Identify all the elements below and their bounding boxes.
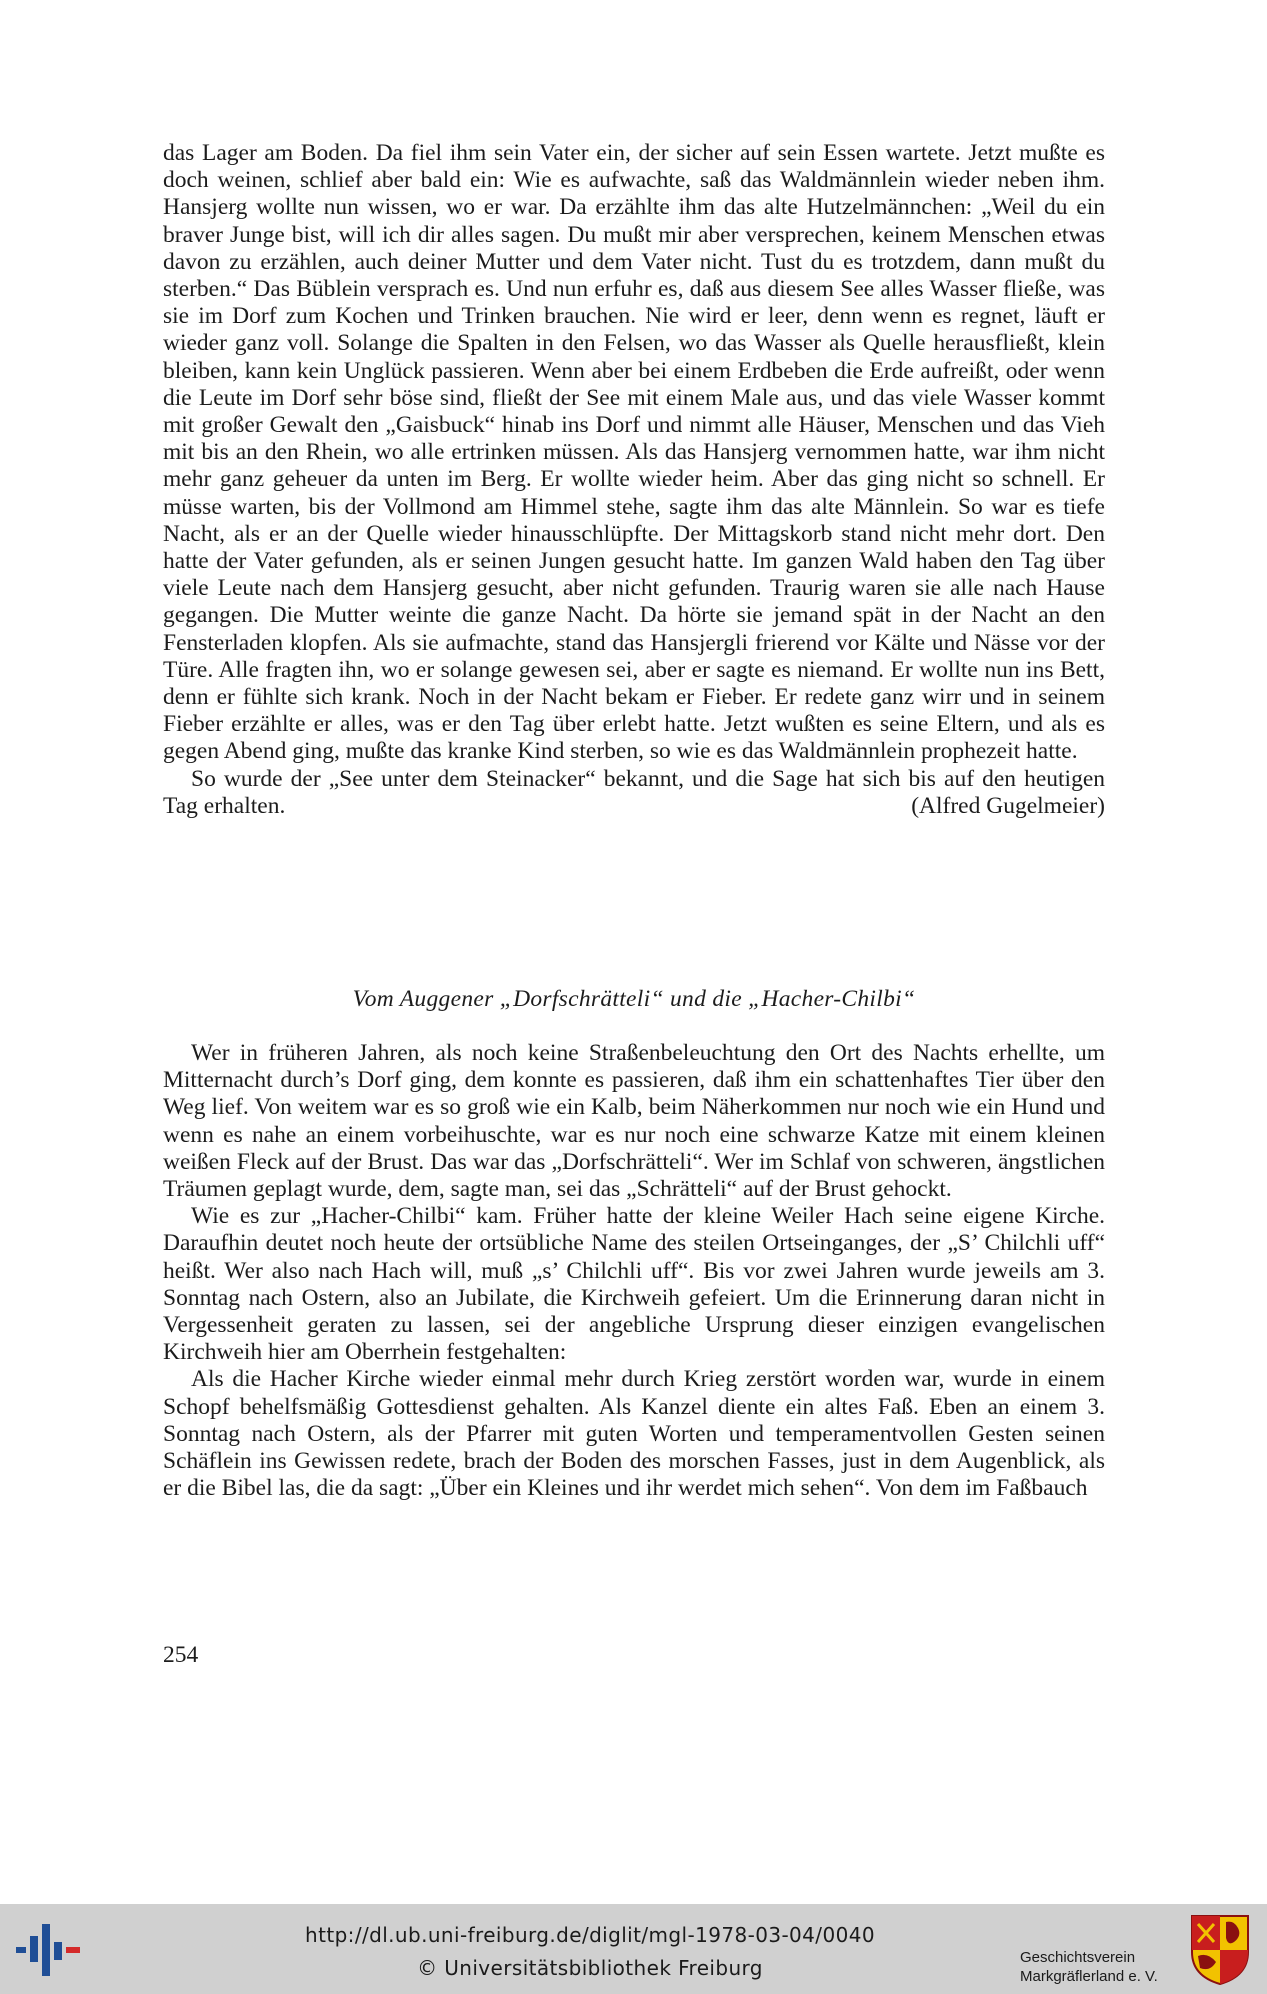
source-url-link[interactable]: http://dl.ub.uni-freiburg.de/diglit/mgl-1978-03-04/0040 (305, 1923, 875, 1947)
story-text-top (163, 140, 1105, 820)
society-name (1020, 1948, 1180, 1986)
story-text-bottom (163, 1040, 1105, 1502)
footer-bar (0, 1904, 1267, 1994)
paragraph: Wie es zur „Hacher-Chilbi“ kam. Früher hatte der kleine Weiler Hach seine eigene Kirche. Daraufhin deutet noch heute der ortsübliche Name des steilen Ortseinganges, der „S’ Chilchli uff“ heißt. Wer also nach Hach will, muß „s’ Chilchli uff“. Bis vor zwei Jahren wurde jeweils am 3. Sonntag nach Ostern, also an Jubilate, die Kirchweih gefeiert. Um die Erinnerung daran nicht in Vergessenheit geraten zu lassen, sei der angebliche Ursprung dieser einzigen evangelischen Kirchweih hier am Oberrhein festgehalten: (163, 1203, 1105, 1366)
section-heading: Vom Auggener „Dorfschrätteli“ und die „Hacher-Chilbi“ (352, 986, 916, 1012)
author-signature: (Alfred Gugelmeier) (911, 792, 1105, 819)
page-number: 254 (163, 1642, 199, 1668)
ub-freiburg-logo-icon[interactable] (14, 1914, 84, 1984)
paragraph: Als die Hacher Kirche wieder einmal mehr durch Krieg zerstört worden war, wurde in einem Schopf behelfsmäßig Gottesdienst gehalten. Als Kanzel diente ein altes Faß. Eben an einem 3. Sonntag nach Ostern, als der Pfarrer mit guten Worten und temperamentvollen Gesten seinen Schäflein ins Gewissen redete, brach der Boden des morschen Fasses, just in dem Augenblick, als er die Bibel las, die da sagt: „Über ein Kleines und ihr werdet mich sehen“. Von dem im Faßbauch (163, 1366, 1105, 1502)
closing-paragraph (163, 766, 1105, 820)
coat-of-arms-icon (1188, 1912, 1252, 1988)
copyright-text: © Universitätsbibliothek Freiburg (417, 1956, 763, 1980)
paragraph: Wer in früheren Jahren, als noch keine Straßenbeleuchtung den Ort des Nachts erhellte, um Mitternacht durch’s Dorf ging, dem konnte es passieren, daß ihm ein schattenhaftes Tier über den Weg lief. Von weitem war es so groß wie ein Kalb, beim Näherkommen nur noch wie ein Hund und wenn es nahe an einem vorbeihuschte, war es nur noch eine schwarze Katze mit einem kleinen weißen Fleck auf der Brust. Das war das „Dorfschrätteli“. Wer im Schlaf von schweren, ängstlichen Träumen geplagt wurde, dem, sagte man, sei das „Schrätteli“ auf der Brust gehockt. (163, 1040, 1105, 1203)
society-name-line: Geschichtsverein (1020, 1949, 1136, 1966)
paragraph: das Lager am Boden. Da fiel ihm sein Vater ein, der sicher auf sein Essen wartete. Jetzt mußte es doch weinen, schlief aber bald ein: Wie es aufwachte, saß das Waldmännlein wieder neben ihm. Hansjerg wollte nun wissen, wo er war. Da erzählte ihm das alte Hutzelmännchen: „Weil du ein braver Junge bist, will ich dir alles sagen. Du mußt mir aber versprechen, keinem Menschen etwas davon zu erzählen, auch deiner Mutter und dem Vater nicht. Tust du es trotzdem, dann mußt du sterben.“ Das Büblein versprach es. Und nun erfuhr es, daß aus diesem See alles Wasser fließe, was sie im Dorf zum Kochen und Trinken brauchen. Nie wird er leer, denn wenn es regnet, läuft er wieder ganz voll. Solange die Spalten in den Felsen, wo das Wasser als Quelle herausfließt, klein bleiben, kann kein Unglück passieren. Wenn aber bei einem Erdbeben die Erde aufreißt, oder wenn die Leute im Dorf sehr böse sind, fließt der See mit einem Male aus, und das viele Wasser kommt mit großer Gewalt den „Gaisbuck“ hinab ins Dorf und nimmt alle Häuser, Menschen und das Vieh mit bis an den Rhein, wo alle ertrinken müssen. Als das Hansjerg vernommen hatte, war ihm nicht mehr ganz geheuer da unten im Berg. Er wollte wieder heim. Aber das ging nicht so schnell. Er müsse warten, bis der Vollmond am Himmel stehe, sagte ihm das alte Männlein. So war es tiefe Nacht, als er an der Quelle wieder hinausschlüpfte. Der Mittagskorb stand nicht mehr dort. Den hatte der Vater gefunden, als er seinen Jungen gesucht hatte. Im ganzen Wald haben den Tag über viele Leute nach dem Hansjerg gesucht, aber nicht gefunden. Traurig waren sie alle nach Hause gegangen. Die Mutter weinte die ganze Nacht. Da hörte sie jemand spät in der Nacht an den Fensterladen klopfen. Als sie aufmachte, stand das Hansjergli frierend vor Kälte und Nässe vor der Türe. Alle fragten ihn, wo er solange gewesen sei, aber er sagte es niemand. Er wollte nun ins Bett, denn er fühlte sich krank. Noch in der Nacht bekam er Fieber. Er redete ganz wirr und in seinem Fieber erzählte er alles, was er den Tag über erlebt hatte. Jetzt wußten es seine Eltern, und als es gegen Abend ging, mußte das kranke Kind sterben, so wie es das Waldmännlein prophezeit hatte. (163, 140, 1105, 765)
paragraph: So wurde der „See unter dem Steinacker“ bekannt, und die Sage hat sich bis auf den heutigen Tag erhalten. (163, 765, 1105, 819)
society-name-line: Markgräflerland e. V. (1020, 1968, 1158, 1985)
